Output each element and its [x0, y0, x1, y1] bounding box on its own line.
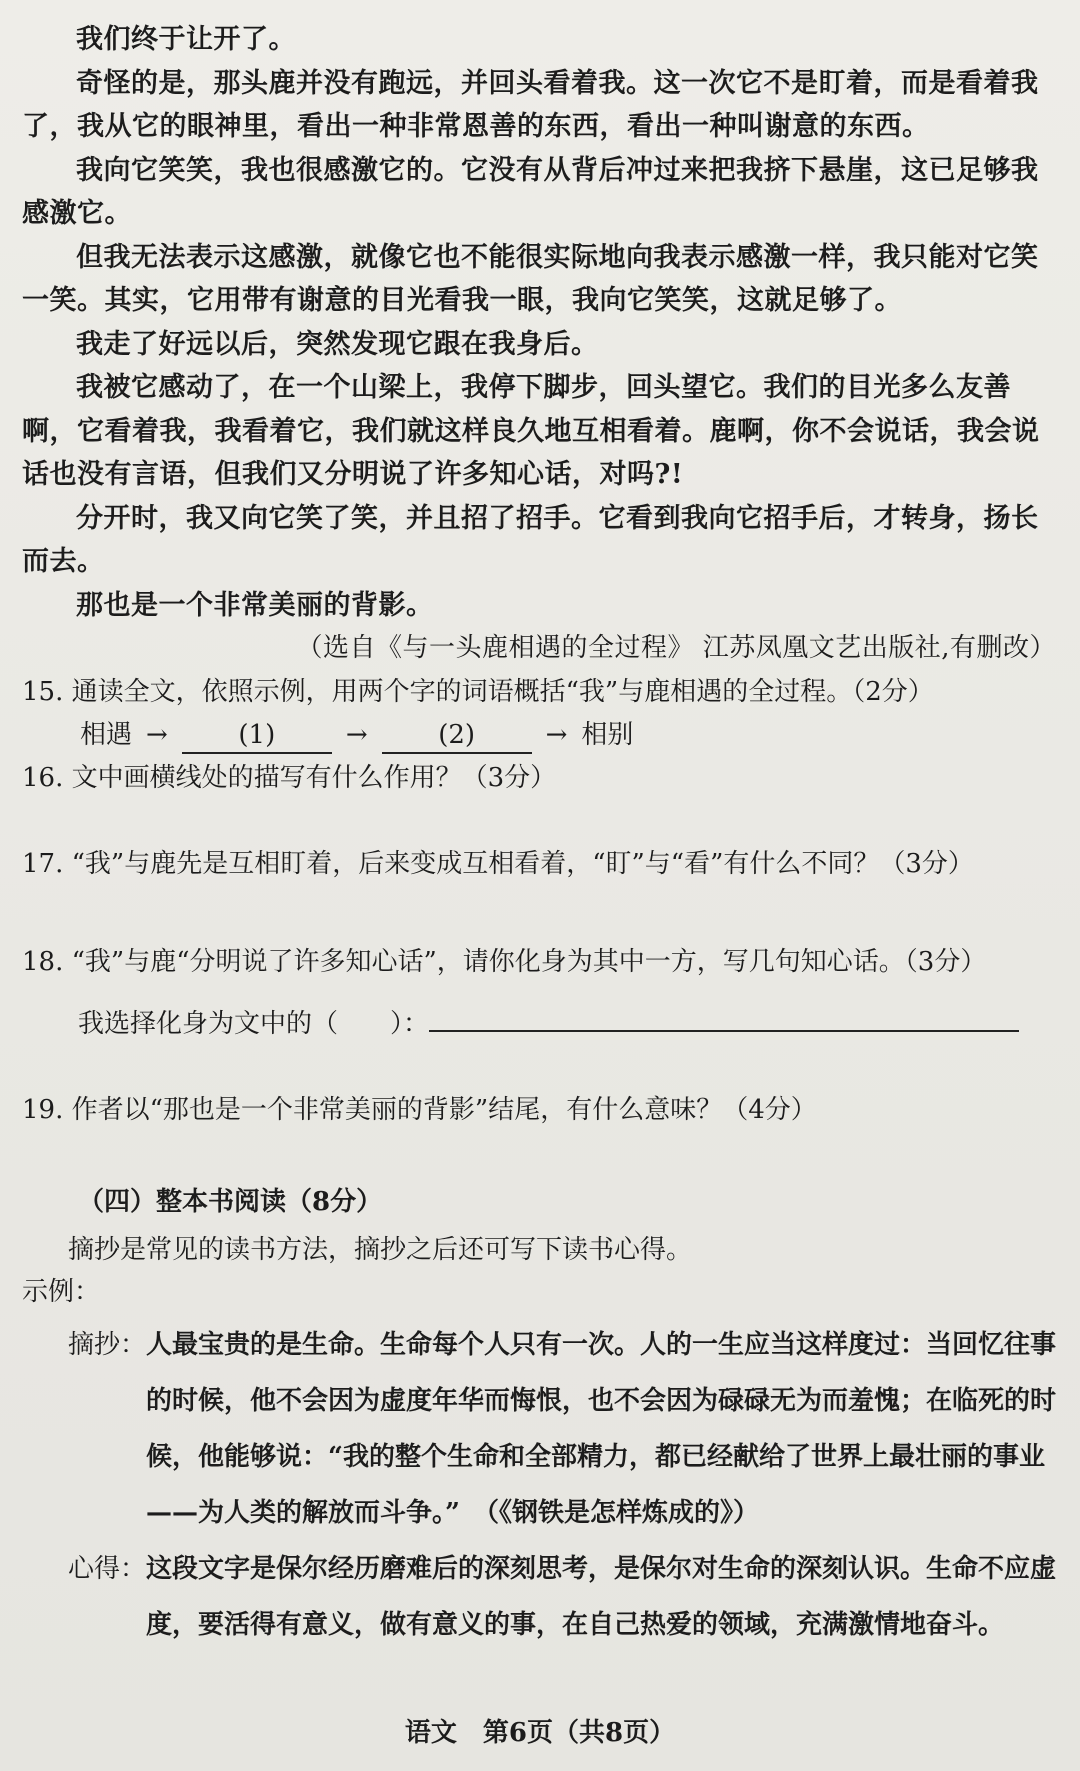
arrow-right-icon: → [545, 719, 568, 750]
question-15 [22, 671, 1058, 713]
answer-space[interactable] [22, 799, 1058, 843]
passage-source: （选自《与一头鹿相遇的全过程》 江苏凤凰文艺出版社,有删改） [296, 633, 1056, 663]
passage-paragraph: 我走了好远以后，突然发现它跟在我身后。 [76, 328, 599, 360]
answer-blank-1[interactable]: (1) [182, 718, 332, 754]
answer-prompt: 我选择化身为文中的（ ）： [78, 1008, 430, 1039]
question-text: “我”与鹿先是互相盯着，后来变成互相看着，“盯”与“看”有什么不同？（3分） [71, 848, 974, 879]
question-17 [22, 843, 1058, 885]
arrow-right-icon: → [146, 719, 168, 750]
question-number: 15. [22, 676, 64, 707]
insight-label: 心得： [68, 1553, 147, 1584]
question-text: “我”与鹿“分明说了许多知心话”，请你化身为其中一方，写几句知心话。（3分） [71, 946, 987, 977]
question-number: 18. [22, 946, 64, 977]
question-text: 通读全文，依照示例，用两个字的词语概括“我”与鹿相遇的全过程。（2分） [71, 676, 934, 707]
question-text: 文中画横线处的描写有什么作用？（3分） [71, 762, 557, 793]
passage-paragraph: 但我无法表示这感激，就像它也不能很实际地向我表示感激一样，我只能对它笑一笑。其实，它用带有谢意的目光看我一眼，我向它笑笑，这就足够了。 [22, 241, 1039, 316]
passage-paragraph: 我向它笑笑，我也很感激它的。它没有从背后冲过来把我挤下悬崖，这已足够我感激它。 [22, 154, 1039, 229]
passage-paragraph: 我被它感动了，在一个山梁上，我停下脚步，回头望它。我们的目光多么友善啊，它看着我，我看着它，我们就这样良久地互相看着。鹿啊，你不会说话，我会说话也没有言语，但我们又分明说了许多知心话，对吗?! [22, 372, 1040, 490]
answer-flow [80, 713, 1058, 757]
reading-passage [22, 18, 1058, 671]
question-19 [22, 1089, 1058, 1131]
question-18 [22, 941, 1058, 983]
excerpt-row [68, 1317, 1058, 1541]
excerpt-text: 人最宝贵的是生命。生命每个人只有一次。人的一生应当这样度过：当回忆往事的时候，他不会因为虚度年华而悔恨，也不会因为碌碌无为而羞愧；在临死的时候，他能够说：“我的整个生命和全部精力，都已经献给了世界上最壮丽的事业——为人类的解放而斗争。” （《钢铁是怎样炼成的》） [146, 1329, 1057, 1528]
question-18-answer [78, 1003, 1058, 1045]
section-intro: 摘抄是常见的读书方法，摘抄之后还可写下读书心得。 [68, 1234, 693, 1265]
answer-space[interactable] [22, 1045, 1058, 1089]
passage-paragraph: 分开时，我又向它笑了笑，并且招了招手。它看到我向它招手后，才转身，扬长而去。 [22, 502, 1039, 577]
question-16 [22, 757, 1058, 799]
example-block [68, 1317, 1058, 1653]
answer-line[interactable] [429, 1004, 1019, 1032]
insight-row [68, 1541, 1058, 1653]
flow-start: 相遇 [80, 719, 133, 750]
answer-space[interactable] [22, 1131, 1058, 1181]
question-text: 作者以“那也是一个非常美丽的背影”结尾，有什么意味？（4分） [71, 1094, 817, 1125]
page-footer: 语文 第6页（共8页） [404, 1718, 676, 1748]
answer-blank-2[interactable]: (2) [382, 718, 532, 754]
passage-paragraph: 我们终于让开了。 [76, 24, 296, 55]
flow-end: 相别 [581, 719, 634, 750]
question-number: 16. [22, 762, 64, 793]
passage-paragraph: 那也是一个非常美丽的背影。 [76, 589, 434, 621]
passage-paragraph: 奇怪的是，那头鹿并没有跑远，并回头看着我。这一次它不是盯着，而是看着我了，我从它的眼神里，看出一种非常恩善的东西，看出一种叫谢意的东西。 [22, 67, 1039, 142]
arrow-right-icon: → [345, 719, 368, 750]
section-title: （四）整本书阅读（8分） [78, 1186, 383, 1217]
question-number: 19. [22, 1094, 64, 1125]
example-label: 示例： [22, 1276, 101, 1307]
question-number: 17. [22, 848, 64, 879]
answer-space[interactable] [22, 885, 1058, 941]
insight-text: 这段文字是保尔经历磨难后的深刻思考，是保尔对生命的深刻认识。生命不应虚度，要活得有意义，做有意义的事，在自己热爱的领域，充满激情地奋斗。 [146, 1553, 1057, 1640]
excerpt-label: 摘抄： [68, 1329, 147, 1360]
